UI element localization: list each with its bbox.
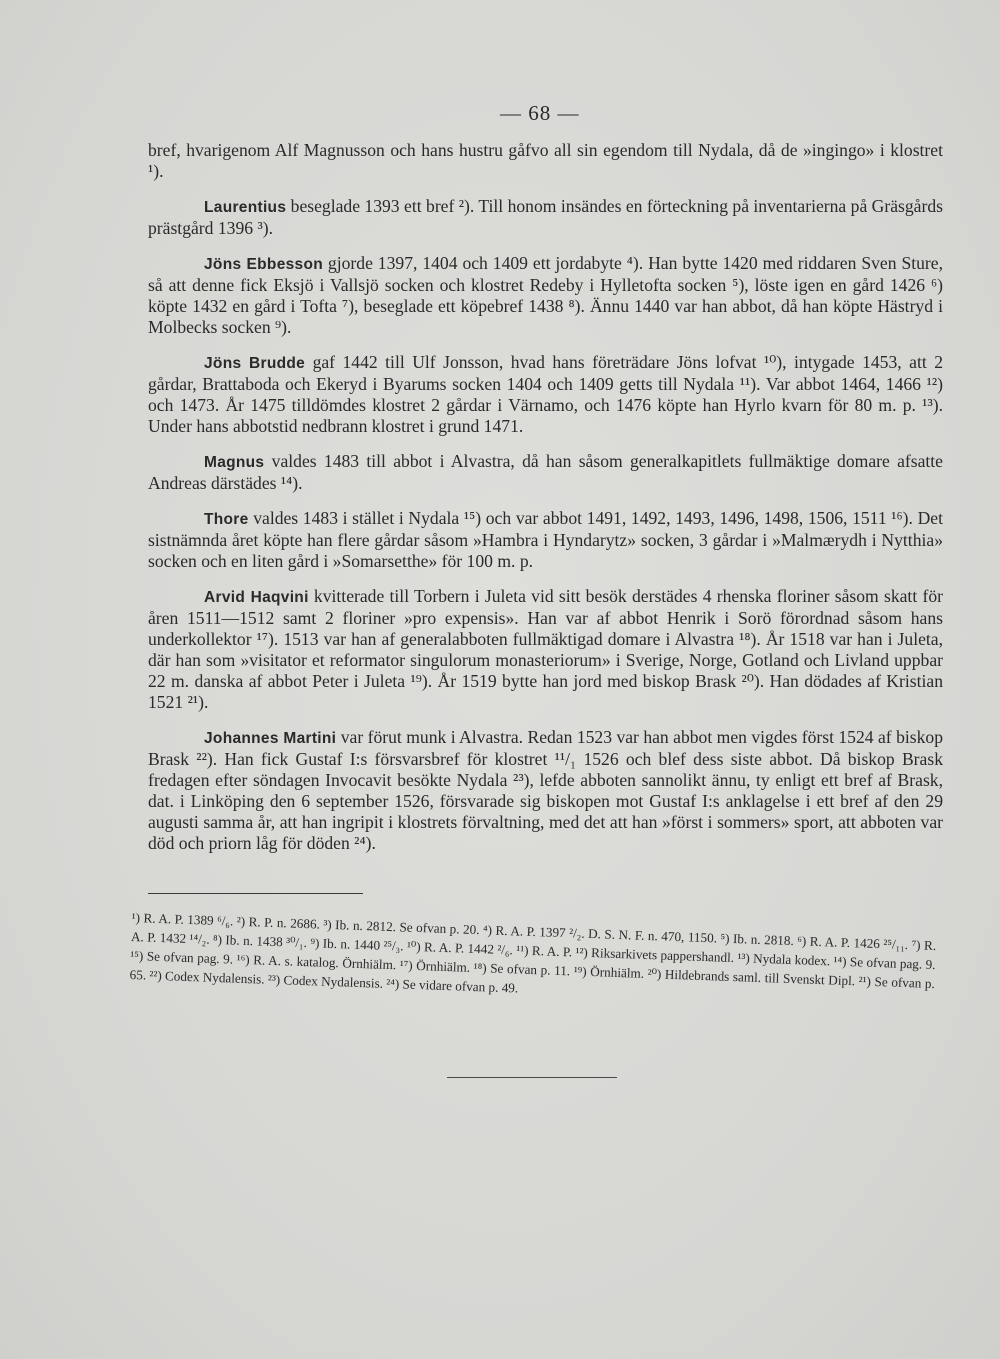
body-text [148,140,943,868]
paragraph-laurentius [148,196,943,239]
paragraph-thore [148,508,943,572]
paragraph-text: kvitterade till Torbern i Juleta vid sitt besök derstädes 4 rhenska floriner såsom skatt för åren 1511—1512 samt 2 floriner »pro expensis». Han var af abbot Henrik i Sorö förordnad såsom hans underkollektor ¹⁷). 1513 var han af generalabboten fullmäktigad domare i Alvastra ¹⁸). År 1518 var han i Juleta, där han som »visitator et reformator singulorum monasteriorum» i Sverige, Norge, Gotland och Livland uppbar 22 m. danska af abbot Peter i Juleta ¹⁹). År 1519 bytte han jord med biskop Brask ²⁰). Han dödades af Kristian 1521 ²¹). [148,586,943,712]
paragraph-jons-brudde [148,352,943,437]
abbot-name: Johannes Martini [204,730,337,747]
abbot-name: Arvid Haqvini [204,589,309,606]
paragraph-text: valdes 1483 i stället i Nydala ¹⁵) och var abbot 1491, 1492, 1493, 1496, 1498, 1506, 1511 ¹⁶). Det sistnämnda året köpte han flere gårdar såsom »Hambra i Hyndarytz» socken, 3 gårdar i »Malmærydh i Nytthia» socken och en liten gård i »Somarsetthe» för 100 m. p. [148,508,943,571]
footnotes: ¹) R. A. P. 1389 ⁶/₆. ²) R. P. n. 2686. ³) Ib. n. 2812. Se ofvan p. 20. ⁴) R. A. P. 1397 ²/₂. D. S. N. F. n. 470, 1150. ⁵) Ib. n. 2818. ⁶) R. A. P. 1426 ²⁵/₁₁. ⁷) R. A. P. 1432 ¹⁴/₂. ⁸) Ib. n. 1438 ³⁰/₁. ⁹) Ib. n. 1440 ²⁵/₃. ¹⁰) R. A. P. 1442 ²/₆. ¹¹) R. A. P. ¹²) Riksarkivets pappershandl. ¹³) Nydala kodex. ¹⁴) Se ofvan pag. 9. ¹⁵) Se ofvan pag. 9. ¹⁶) R. A. s. katalog. Örnhiälm. ¹⁷) Örnhiälm. ¹⁸) Se ofvan p. 11. ¹⁹) Örnhiälm. ²⁰) Hildebrands saml. till Svenskt Dipl. ²¹) Se ofvan p. 65. ²²) Codex Nydalensis. ²³) Codex Nydalensis. ²⁴) Se vidare ofvan p. 49. [129,909,937,996]
paragraph-text: bref, hvarigenom Alf Magnusson och hans hustru gåfvo all sin egendom till Nydala, då de »ingingo» i klostret ¹). [148,140,943,181]
paragraph-jons-ebbesson [148,253,943,338]
paragraph-magnus [148,451,943,494]
abbot-name: Jöns Ebbesson [204,256,323,273]
footnote-separator [148,893,363,894]
abbot-name: Jöns Brudde [204,355,306,372]
end-rule [447,1077,617,1078]
paragraph-text: valdes 1483 till abbot i Alvastra, då han såsom generalkapitlets fullmäktige domare afsatte Andreas därstädes ¹⁴). [148,451,943,493]
paragraph-johannes-martini [148,727,943,854]
paragraph-text: gjorde 1397, 1404 och 1409 ett jordabyte ⁴). Han bytte 1420 med riddaren Sven Sture, så att denne fick Eksjö i Vallsjö socken och klostret Redeby i Hylletofta socken ⁵), löste igen en gård 1426 ⁶) köpte 1432 en gård i Tofta ⁷), beseglade ett köpebref 1438 ⁸). Ännu 1440 var han abbot, då han köpte Hästryd i Molbecks socken ⁹). [148,253,943,337]
page-number: — 68 — [500,101,580,125]
abbot-name: Magnus [204,454,265,471]
paragraph-text: var förut munk i Alvastra. Redan 1523 var han abbot men vigdes först 1524 af biskop Brask ²²). Han fick Gustaf I:s försvarsbref för klostret ¹¹/₁ 1526 och blef dess siste abbot. Då biskop Brask fredagen efter söndagen Invocavit besökte Nydala ²³), lefde abboten sannolikt ännu, ty enligt ett bref af Brask, dat. i Linköping den 6 september 1526, försvarade sig biskopen mot Gustaf I:s anklagelse i ett bref af den 29 augusti samma år, att han ingripit i klostrets förvaltning, med det att han »först i sommers» sport, att abboten var död och priorn låg för döden ²⁴). [148,727,943,853]
abbot-name: Thore [204,511,249,528]
paragraph-text: beseglade 1393 ett bref ²). Till honom insändes en förteckning på inventarierna på Gräsgårds prästgård 1396 ³). [148,196,943,238]
paragraph-text: gaf 1442 till Ulf Jonsson, hvad hans företrädare Jöns lofvat ¹⁰), intygade 1453, att 2 gårdar, Brattaboda och Ekeryd i Byarums socken 1404 och 1409 getts till Nydala ¹¹). Var abbot 1464, 1466 ¹²) och 1473. År 1475 tilldömdes klostret 2 gårdar i Värnamo, och 1476 köpte han Hyrlo kvarn för 80 m. p. ¹³). Under hans abbotstid nedbrann klostret i grund 1471. [148,352,943,436]
paragraph-arvid-haqvini [148,586,943,713]
paragraph-intro [148,140,943,182]
abbot-name: Laurentius [204,199,287,216]
